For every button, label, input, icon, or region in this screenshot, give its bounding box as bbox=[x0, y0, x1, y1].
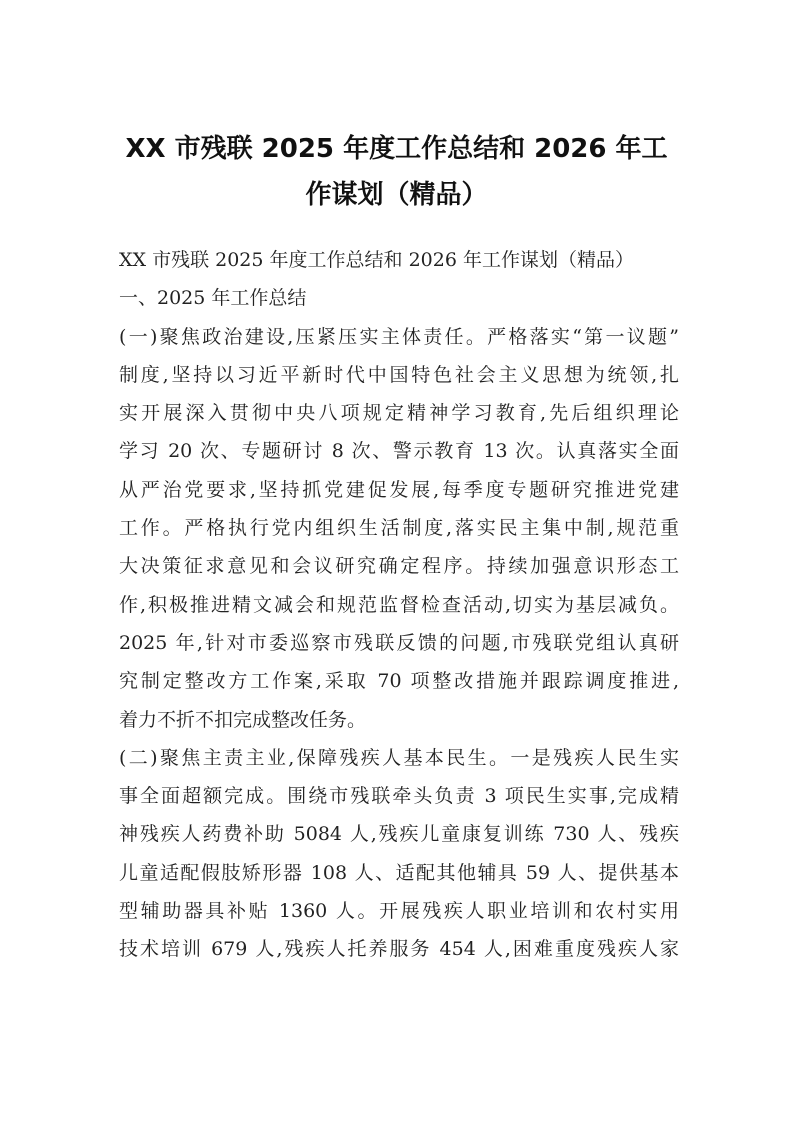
section-heading: 一、2025 年工作总结 bbox=[119, 287, 307, 310]
body-line: (二)聚焦主责主业,保障残疾人基本民生。一是残疾人民生实 bbox=[119, 746, 679, 769]
body-line: 从严治党要求,坚持抓党建促发展,每季度专题研究推进党建 bbox=[119, 478, 679, 501]
body-line: 事全面超额完成。围绕市残联牵头负责 3 项民生实事,完成精 bbox=[119, 785, 679, 808]
body-line: 学习 20 次、专题研讨 8 次、警示教育 13 次。认真落实全面 bbox=[119, 440, 679, 463]
body-line: 技术培训 679 人,残疾人托养服务 454 人,困难重度残疾人家 bbox=[119, 938, 679, 961]
document-body bbox=[119, 241, 679, 969]
document-title-line-1: XX 市残联 2025 年度工作总结和 2026 年工 bbox=[125, 134, 668, 164]
body-line: 型辅助器具补贴 1360 人。开展残疾人职业培训和农村实用 bbox=[119, 900, 679, 923]
body-line: 制度,坚持以习近平新时代中国特色社会主义思想为统领,扎 bbox=[119, 363, 679, 386]
body-line: 着力不折不扣完成整改任务。 bbox=[119, 708, 367, 731]
body-line: 儿童适配假肢矫形器 108 人、适配其他辅具 59 人、提供基本 bbox=[119, 861, 679, 884]
body-line: 工作。严格执行党内组织生活制度,落实民主集中制,规范重 bbox=[119, 517, 679, 540]
body-line: 大决策征求意见和会议研究确定程序。持续加强意识形态工 bbox=[119, 555, 679, 578]
body-line: 作,积极推进精文减会和规范监督检查活动,切实为基层减负。 bbox=[119, 593, 679, 616]
document-title-line-2: 作谋划（精品） bbox=[305, 180, 488, 210]
body-line: (一)聚焦政治建设,压紧压实主体责任。严格落实“第一议题” bbox=[119, 325, 679, 348]
body-line: 神残疾人药费补助 5084 人,残疾儿童康复训练 730 人、残疾 bbox=[119, 823, 679, 846]
body-line: 实开展深入贯彻中央八项规定精神学习教育,先后组织理论 bbox=[119, 402, 679, 425]
body-line: 2025 年,针对市委巡察市残联反馈的问题,市残联党组认真研 bbox=[119, 631, 679, 654]
body-line-subtitle: XX 市残联 2025 年度工作总结和 2026 年工作谋划（精品） bbox=[119, 249, 634, 271]
body-line: 究制定整改方工作案,采取 70 项整改措施并跟踪调度推进, bbox=[119, 670, 679, 693]
